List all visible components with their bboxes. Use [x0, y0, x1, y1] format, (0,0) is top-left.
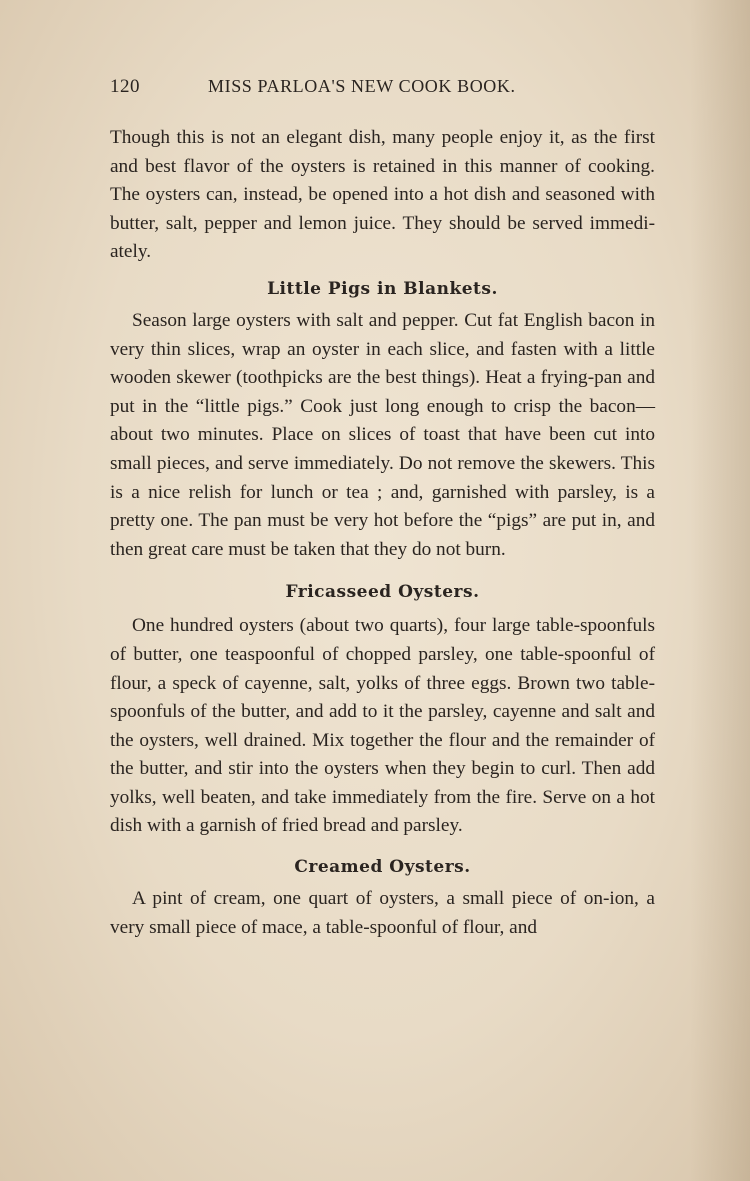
running-title: MISS PARLOA'S NEW COOK BOOK. [208, 76, 516, 96]
creamed-oysters-paragraph: A pint of cream, one quart of oysters, a small piece of on-ion, a very small piece of mace, a table-spoonful of flour, and [110, 888, 655, 938]
heading-fricasseed-oysters: Fricasseed Oysters. [285, 582, 480, 603]
page-number: 120 [110, 76, 140, 97]
heading-creamed-oysters: Creamed Oysters. [294, 857, 471, 878]
intro-paragraph: Though this is not an elegant dish, many people enjoy it, as the first and best flavor of the oysters is retained in this manner of cooking. The oysters can, instead, be opened into a hot dish and seasoned with butter, salt, pepper and lemon juice. They should be served immedi-ately. [110, 127, 655, 263]
little-pigs-paragraph: Season large oysters with salt and pepper. Cut fat English bacon in very thin slices, wrap an oyster in each slice, and fasten with a little wooden skewer (toothpicks are the best things). Heat a frying-pan and put in the “little pigs.” Cook just long enough to crisp the bacon—about two minutes. Place on slices of toast that have been cut into small pieces, and serve immediately. Do not remove the skewers. This is a nice relish for lunch or tea ; and, garnished with parsley, is a pretty one. The pan must be very hot before the “pigs” are put in, and then great care must be taken that they do not burn. [110, 309, 655, 560]
heading-little-pigs: Little Pigs in Blankets. [267, 278, 498, 299]
page-content [110, 124, 655, 942]
running-head [110, 76, 655, 102]
fricasseed-oysters-paragraph: One hundred oysters (about two quarts), four large table-spoonfuls of butter, one teaspoonful of chopped parsley, one table-spoonful of flour, a speck of cayenne, salt, yolks of three eggs. Brown two table-spoonfuls of the butter, and add to it the parsley, cayenne and salt and the oysters, well drained. Mix together the flour and the remainder of the butter, and stir into the oysters when they begin to curl. Then add yolks, well beaten, and take immediately from the fire. Serve on a hot dish with a garnish of fried bread and parsley. [110, 615, 655, 837]
